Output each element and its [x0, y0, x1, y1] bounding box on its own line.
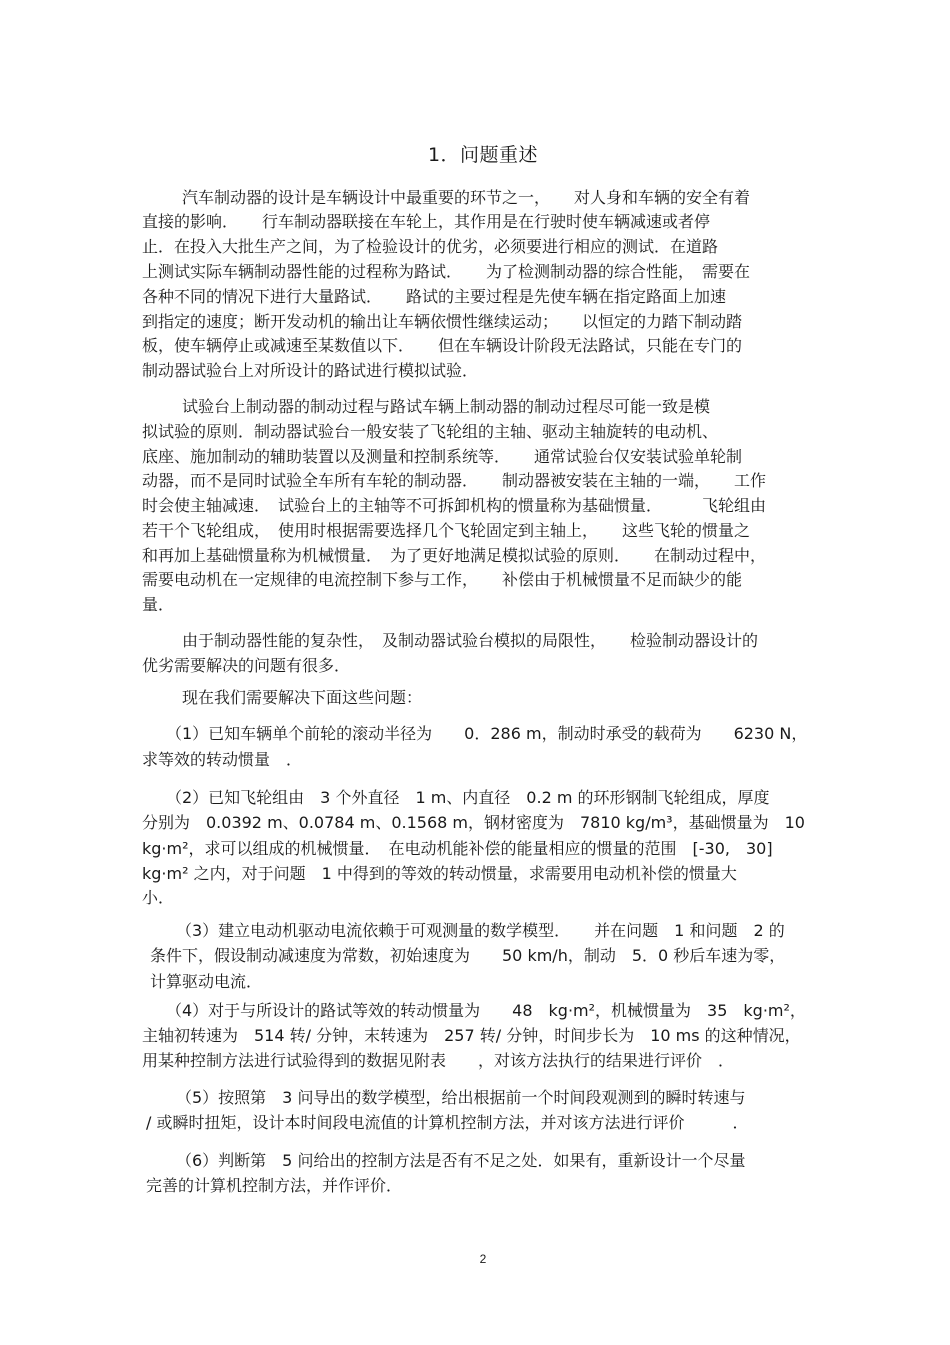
text-line: 动器，而不是同时试验全车所有车轮的制动器． 制动器被安装在主轴的一端， 工作: [142, 471, 767, 490]
text-line: 条件下，假设制动减速度为常数，初始速度为 50 km/h，制动 5．0 秒后车速为零，: [150, 946, 786, 965]
text-line: 直接的影响． 行车制动器联接在车轮上，其作用是在行驶时使车辆减速或者停: [142, 212, 711, 231]
text-line: 上测试实际车辆制动器性能的过程称为路试． 为了检测制动器的综合性能， 需要在: [142, 262, 751, 281]
text-line: 主轴初转速为 514 转/ 分钟，末转速为 257 转/ 分钟，时间步长为 10 ms 的这种情况，: [142, 1026, 801, 1045]
text-line: 计算驱动电流．: [150, 972, 263, 991]
text-line: 优劣需要解决的问题有很多．: [142, 656, 351, 675]
text-line: 拟试验的原则．制动器试验台一般安装了飞轮组的主轴、驱动主轴旋转的电动机、: [142, 422, 719, 441]
text-line: （6）判断第 5 问给出的控制方法是否有不足之处．如果有，重新设计一个尽量: [176, 1151, 746, 1170]
text-line: （3）建立电动机驱动电流依赖于可观测量的数学模型． 并在问题 1 和问题 2 的: [176, 921, 785, 940]
text-line: 止．在投入大批生产之间，为了检验设计的优劣，必须要进行相应的测试．在道路: [142, 237, 719, 256]
text-line: （1）已知车辆单个前轮的滚动半径为 0．286 m，制动时承受的载荷为 6230 N，: [166, 724, 808, 743]
text-line: 小．: [142, 888, 175, 907]
text-line: 和再加上基础惯量称为机械惯量． 为了更好地满足模拟试验的原则． 在制动过程中，: [142, 546, 767, 565]
text-line: 用某种控制方法进行试验得到的数据见附表 ，对该方法执行的结果进行评价 ．: [142, 1051, 735, 1070]
text-line: 由于制动器性能的复杂性， 及制动器试验台模拟的局限性， 检验制动器设计的: [182, 631, 759, 650]
text-line: / 或瞬时扭矩，设计本时间段电流值的计算机控制方法，并对该方法进行评价 ．: [146, 1113, 749, 1132]
section-title: 1．问题重述: [427, 144, 539, 166]
text-line: kg·m² 之内，对于问题 1 中得到的等效的转动惯量，求需要用电动机补偿的惯量大: [142, 864, 737, 883]
text-line: 制动器试验台上对所设计的路试进行模拟试验．: [142, 361, 479, 380]
text-line: 求等效的转动惯量 ．: [142, 750, 303, 769]
text-line: 完善的计算机控制方法，并作评价．: [146, 1176, 403, 1195]
text-line: （4）对于与所设计的路试等效的转动惯量为 48 kg·m²，机械惯量为 35 kg·m²，: [166, 1001, 806, 1020]
page-number: 2: [479, 1252, 487, 1266]
text-line: 需要电动机在一定规律的电流控制下参与工作， 补偿由于机械惯量不足而缺少的能: [142, 570, 743, 589]
text-line: 各种不同的情况下进行大量路试． 路试的主要过程是先使车辆在指定路面上加速: [142, 287, 727, 306]
text-line: （2）已知飞轮组由 3 个外直径 1 m、内直径 0.2 m 的环形钢制飞轮组成，厚度: [166, 788, 770, 807]
text-line: 现在我们需要解决下面这些问题：: [182, 688, 423, 707]
text-line: （5）按照第 3 问导出的数学模型，给出根据前一个时间段观测到的瞬时转速与: [176, 1088, 746, 1107]
text-line: kg·m²，求可以组成的机械惯量． 在电动机能补偿的能量相应的惯量的范围 [-30, 30]: [142, 839, 773, 858]
text-line: 量．: [142, 595, 175, 614]
text-line: 到指定的速度；断开发动机的输出让车辆依惯性继续运动； 以恒定的力踏下制动踏: [142, 312, 743, 331]
text-line: 板，使车辆停止或减速至某数值以下． 但在车辆设计阶段无法路试，只能在专门的: [142, 336, 743, 355]
text-line: 底座、施加制动的辅助装置以及测量和控制系统等． 通常试验台仅安装试验单轮制: [142, 447, 743, 466]
text-line: 时会使主轴减速． 试验台上的主轴等不可拆卸机构的惯量称为基础惯量． 飞轮组由: [142, 496, 767, 515]
text-line: 汽车制动器的设计是车辆设计中最重要的环节之一， 对人身和车辆的安全有着: [182, 188, 751, 207]
text-line: 试验台上制动器的制动过程与路试车辆上制动器的制动过程尽可能一致是模: [182, 397, 711, 416]
text-line: 若干个飞轮组成， 使用时根据需要选择几个飞轮固定到主轴上， 这些飞轮的惯量之: [142, 521, 751, 540]
text-line: 分别为 0.0392 m、0.0784 m、0.1568 m，钢材密度为 7810 kg/m³，基础惯量为 10: [142, 813, 805, 832]
